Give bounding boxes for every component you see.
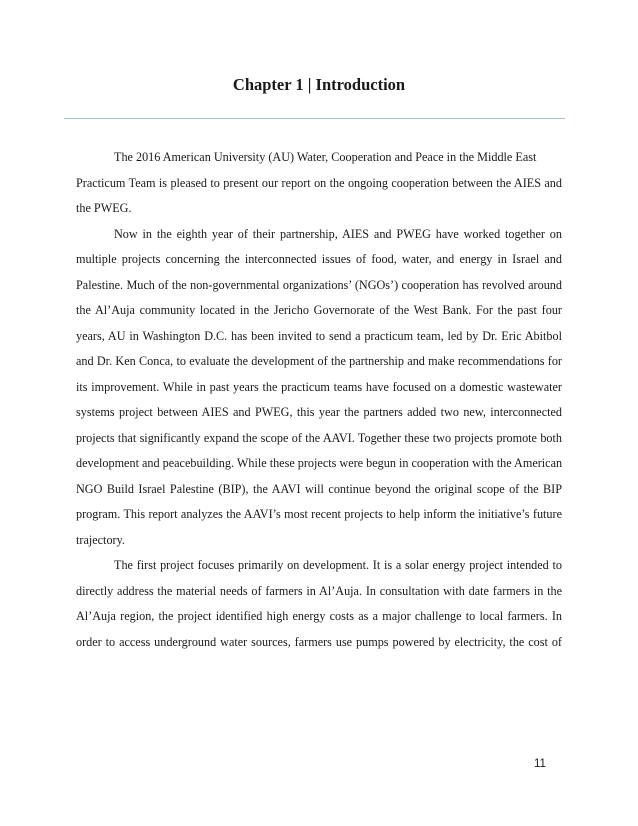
text-line: Palestine. Much of the non-governmental organizations’ (NGOs’) cooperation has revolved around <box>76 277 562 292</box>
text-line: The 2016 American University (AU) Water, Cooperation and Peace in the Middle East <box>114 150 537 164</box>
text-line: trajectory. <box>76 532 125 547</box>
text-line: its improvement. While in past years the practicum teams have focused on a domestic wastewater <box>76 379 562 394</box>
text-line: and Dr. Ken Conca, to evaluate the development of the partnership and make recommendations for <box>76 354 562 368</box>
text-line: Now in the eighth year of their partnership, AIES and PWEG have worked together on <box>114 226 562 241</box>
text-line: The first project focuses primarily on development. It is a solar energy project intended to <box>114 558 562 572</box>
text-line: program. This report analyzes the AAVI’s most recent projects to help inform the initiative’s future <box>76 507 562 521</box>
text-line: NGO Build Israel Palestine (BIP), the AAVI will continue beyond the original scope of the BIP <box>76 481 562 496</box>
text-line: the Al’Auja community located in the Jericho Governorate of the West Bank. For the past four <box>76 303 562 317</box>
text-line: Practicum Team is pleased to present our report on the ongoing cooperation between the AIES and <box>76 175 562 190</box>
text-line: projects that significantly expand the scope of the AAVI. Together these two projects promote both <box>76 430 562 445</box>
body-text <box>76 145 562 655</box>
text-line: systems project between AIES and PWEG, this year the partners added two new, interconnected <box>76 405 562 419</box>
text-line: order to access underground water sources, farmers use pumps powered by electricity, the cost of <box>76 634 562 649</box>
text-line: directly address the material needs of farmers in Al’Auja. In consultation with date farmers in the <box>76 583 562 598</box>
text-line: multiple projects concerning the interconnected issues of food, water, and energy in Israel and <box>76 252 562 266</box>
text-line: Al’Auja region, the project identified high energy costs as a major challenge to local farmers. In <box>76 609 562 623</box>
text-line: years, AU in Washington D.C. has been invited to send a practicum team, led by Dr. Eric Abitbol <box>76 328 562 343</box>
text-line: development and peacebuilding. While these projects were begun in cooperation with the American <box>76 456 562 470</box>
text-line: the PWEG. <box>76 201 132 215</box>
chapter-title: Chapter 1 | Introduction <box>232 75 406 94</box>
title-divider <box>64 118 565 119</box>
page-number: 11 <box>534 758 546 770</box>
